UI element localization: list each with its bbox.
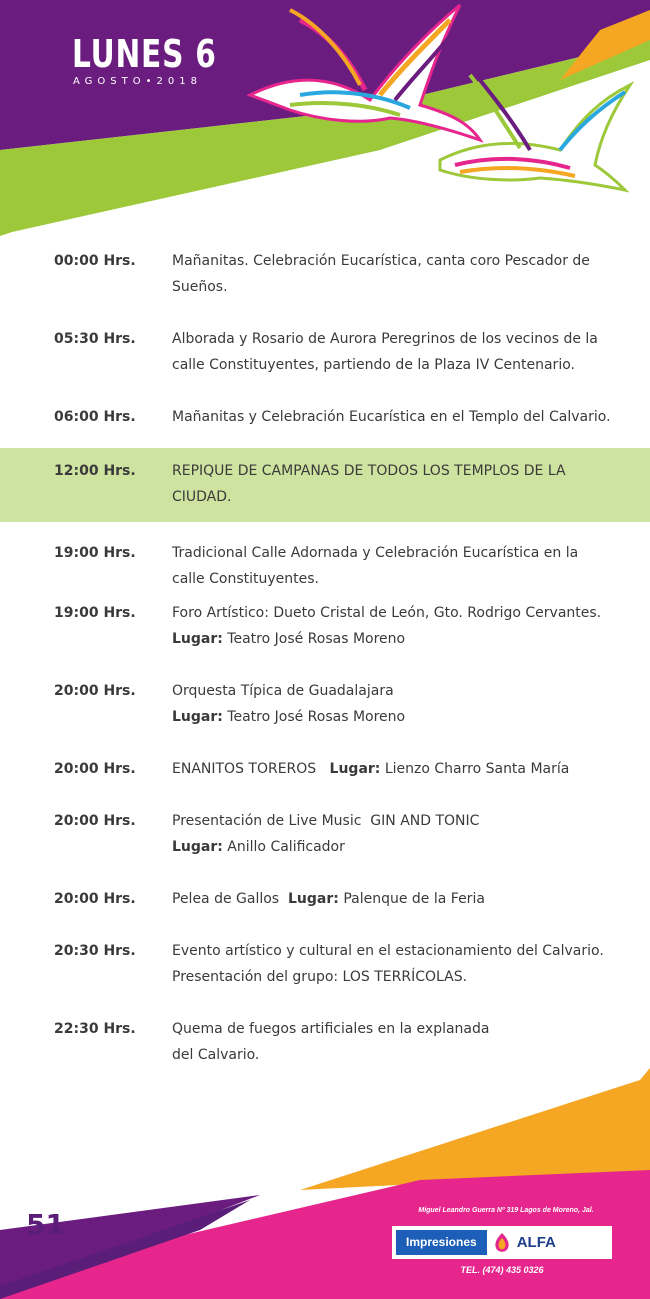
schedule-row	[0, 326, 650, 404]
schedule-row	[0, 522, 650, 600]
place-label: Lugar:	[329, 761, 381, 777]
schedule-row	[0, 808, 650, 886]
event-time: 12:00 Hrs.	[54, 463, 136, 479]
place-label: Lugar:	[288, 891, 339, 907]
event-description: Alborada y Rosario de Aurora Peregrinos de los vecinos de la calle Constituyentes, partiendo de la Plaza IV Centenario.	[172, 331, 598, 373]
event-time: 00:00 Hrs.	[54, 253, 136, 269]
footer-decoration	[0, 1060, 650, 1299]
event-description: Mañanitas y Celebración Eucarística en el Templo del Calvario.	[172, 409, 611, 425]
page-number: 51	[26, 1208, 65, 1241]
place-label: Lugar:	[172, 839, 223, 855]
schedule-row	[0, 938, 650, 1016]
event-description: REPIQUE DE CAMPANAS DE TODOS LOS TEMPLOS DE LA CIUDAD.	[172, 463, 566, 505]
event-description: Pelea de Gallos Lugar: Palenque de la Feria	[172, 891, 485, 907]
event-time: 05:30 Hrs.	[54, 331, 136, 347]
schedule-row	[0, 600, 650, 678]
event-description: Evento artístico y cultural en el estacionamiento del Calvario. Presentación del grupo: LOS TERRÍCOLAS.	[172, 943, 604, 985]
event-time: 22:30 Hrs.	[54, 1021, 136, 1037]
schedule-row	[0, 756, 650, 808]
event-description: Foro Artístico: Dueto Cristal de León, Gto. Rodrigo Cervantes. Lugar: Teatro José Rosas Moreno	[172, 605, 602, 647]
sponsor-address: Miguel Leandro Guerra Nº 319 Lagos de Moreno, Jal.	[418, 1207, 594, 1214]
event-time: 20:00 Hrs.	[54, 813, 136, 829]
sponsor-name-left: Impresiones	[396, 1230, 487, 1255]
event-time: 20:00 Hrs.	[54, 683, 136, 699]
schedule-row	[0, 248, 650, 326]
event-description: ENANITOS TOREROS Lugar: Lienzo Charro Santa María	[172, 761, 570, 777]
event-description: Quema de fuegos artificiales en la explanada del Calvario.	[172, 1021, 490, 1063]
schedule-list	[0, 248, 650, 1076]
place-label: Lugar:	[172, 631, 223, 647]
page-title: LUNES 6	[72, 32, 217, 76]
event-time: 19:00 Hrs.	[54, 545, 136, 561]
schedule-row	[0, 886, 650, 938]
schedule-row	[0, 678, 650, 756]
event-description: Orquesta Típica de Guadalajara Lugar: Teatro José Rosas Moreno	[172, 683, 406, 725]
sponsor-phone: TEL. (474) 435 0326	[460, 1265, 544, 1275]
place-label: Lugar:	[172, 709, 223, 725]
schedule-row-highlighted	[0, 448, 650, 522]
page-subtitle: AGOSTO•2018	[73, 76, 202, 87]
event-time: 06:00 Hrs.	[54, 409, 136, 425]
footer-orange-band	[300, 1068, 650, 1190]
event-time: 20:30 Hrs.	[54, 943, 136, 959]
schedule-row	[0, 404, 650, 448]
sponsor-logo	[392, 1226, 612, 1259]
event-description: Tradicional Calle Adornada y Celebración Eucarística en la calle Constituyentes.	[172, 545, 579, 587]
event-description: Presentación de Live Music GIN AND TONIC Lugar: Anillo Calificador	[172, 813, 480, 855]
event-time: 20:00 Hrs.	[54, 761, 136, 777]
event-description: Mañanitas. Celebración Eucarística, canta coro Pescador de Sueños.	[172, 253, 590, 295]
event-time: 19:00 Hrs.	[54, 605, 136, 621]
sponsor-name-right: ALFA	[516, 1234, 556, 1251]
event-time: 20:00 Hrs.	[54, 891, 136, 907]
sponsor-mark-icon	[491, 1232, 513, 1254]
